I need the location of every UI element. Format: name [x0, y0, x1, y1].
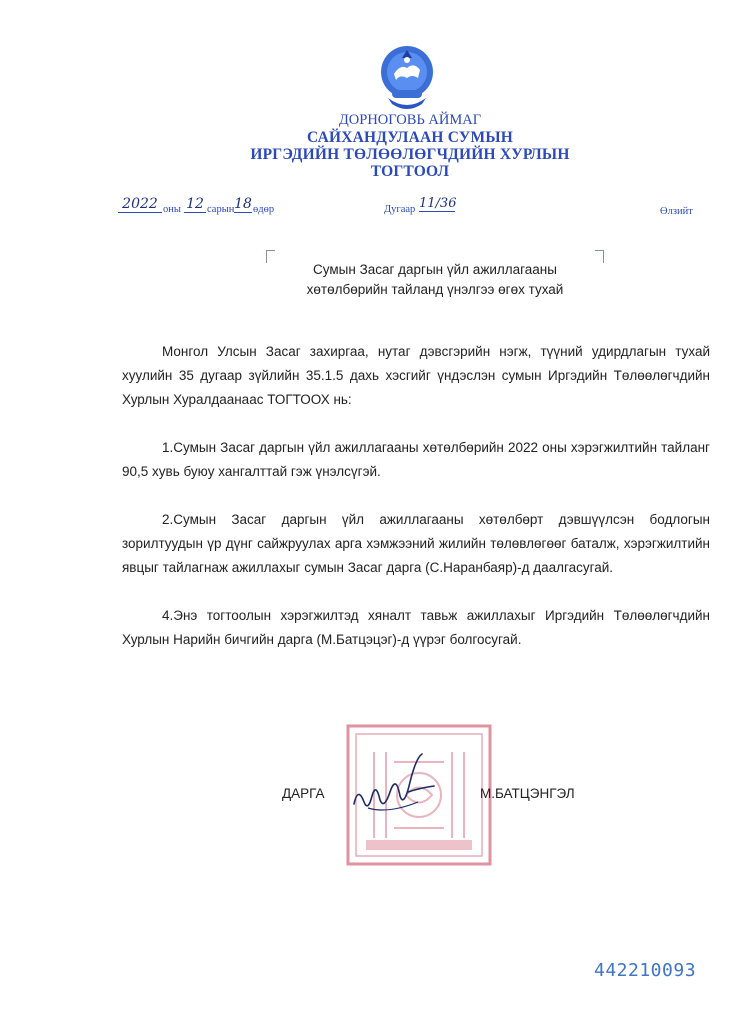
signatory-title: ДАРГА [282, 786, 325, 801]
number-label: Дугаар [384, 204, 416, 215]
intro-paragraph: Монгол Улсын Засаг захиргаа, нутаг дэвсгэрийн нэгж, түүний удирдлагын тухай хуулийн 35 дугаар зүйлийн 35.1.5 дахь хэсгийг үндэслэн сумын Иргэдийн Төлөөлөгчдийн Хурлын Хуралдаанаас ТОГТООХ нь: [122, 344, 710, 407]
signatory-name: М.БАТЦЭНГЭЛ [480, 786, 575, 801]
date-month-suffix: сарын [207, 204, 235, 215]
resolution-body [122, 340, 710, 676]
title-corner-left [266, 250, 275, 263]
document-type: ТОГТООЛ [370, 163, 450, 180]
date-month: 12 [184, 196, 206, 213]
aimag-name: ДОРНОГОВЬ АЙМАГ [338, 112, 482, 128]
title-line-2: хөтөлбөрийн тайланд үнэлгээ өгөх тухай [306, 282, 564, 297]
date-line [0, 196, 750, 224]
handwritten-signature [348, 752, 440, 822]
date-year: 2022 [118, 196, 162, 213]
item-2-paragraph: 2.Сумын Засаг даргын үйл ажиллагааны хөтөлбөрт дэвшүүлсэн бодлогын зорилтуудын үр дүнг сайжруулах арга хэмжээний жилийн төлөвлөгөөг баталж, хэрэгжилтийн явцыг тайлагнаж ажиллахыг сумын Засаг дарга (С.Наранбаяр)-д даалгасугай. [122, 512, 710, 575]
item-4-paragraph: 4.Энэ тогтоолын хэрэгжилтэд хяналт тавьж ажиллахыг Иргэдийн Төлөөлөгчдийн Хурлын Нарийн бичгийн дарга (М.Батцэцэг)-д үүрэг болгосугай. [122, 608, 710, 647]
document-number: 11/36 [419, 196, 457, 211]
item-1-paragraph: 1.Сумын Засаг даргын үйл ажиллагааны хөтөлбөрийн 2022 оны хэрэгжилтийн тайланг 90,5 хувь буюу хангалттай гэж үнэлсүгэй. [122, 440, 710, 479]
title-line-1: Сумын Засаг даргын үйл ажиллагааны [313, 262, 557, 277]
state-emblem-icon [378, 40, 436, 114]
date-day: 18 [234, 196, 252, 212]
date-day-suffix: өдөр [253, 204, 275, 215]
document-header [200, 112, 620, 180]
resolution-title [270, 250, 600, 300]
place-name: Өлзийт [660, 206, 693, 217]
title-corner-right [595, 250, 604, 263]
sum-name: САЙХАНДУЛААН СУМЫН [306, 129, 514, 146]
serial-number: 442210093 [594, 960, 697, 981]
date-year-suffix: оны [163, 204, 181, 215]
council-name: ИРГЭДИЙН ТӨЛӨӨЛӨГЧДИЙН ХУРЛЫН [250, 146, 570, 163]
